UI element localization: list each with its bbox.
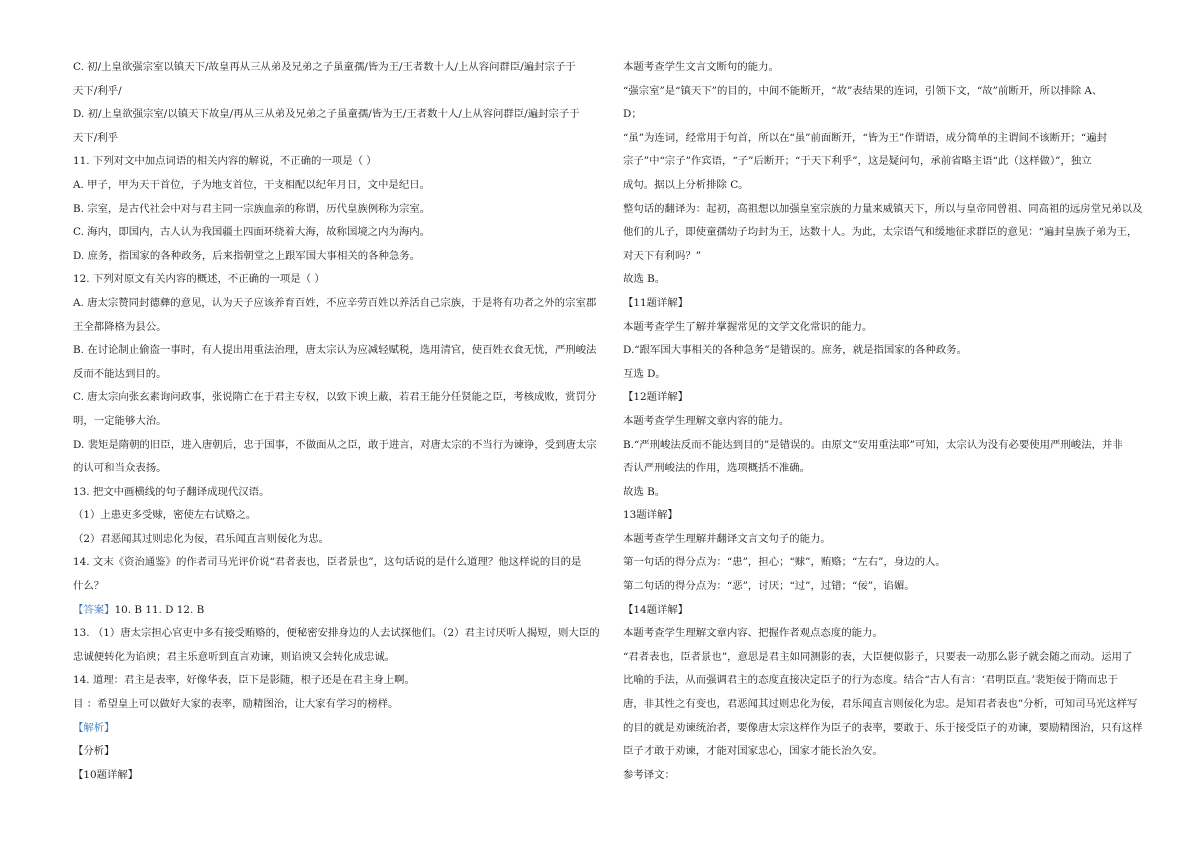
line-text: 12. 下列对原文有关内容的概述，不正确的一项是（ ） <box>73 273 325 286</box>
right-line <box>623 150 1155 174</box>
line-text: 对天下有利吗？” <box>623 249 702 262</box>
line-text: 参考译文： <box>623 768 675 781</box>
right-line <box>623 575 1155 599</box>
left-line <box>73 622 601 646</box>
right-line <box>623 764 1155 788</box>
line-text: B.“严刑峻法反而不能达到目的”是错误的。由原文“安用重法耶”可知，太宗认为没有必要使用严刑峻法，并非 <box>623 438 1123 451</box>
line-text: 本题考查学生理解并翻译文言文句子的能力。 <box>623 532 831 545</box>
line-text: D. 庶务，指国家的各种政务，后来指朝堂之上跟军国大事相关的各种急务。 <box>73 249 421 262</box>
right-line <box>623 339 1155 363</box>
line-text: 的目的就是劝谏统治者，要像唐太宗这样作为臣子的表率，要敢于、乐于接受臣子的劝谏，要励精图治，只有这样 <box>623 721 1143 734</box>
right-line <box>623 386 1155 410</box>
line-text: 目 ：希望皇上可以做好大家的表率，励精图治，让大家有学习的榜样。 <box>73 698 399 711</box>
left-line <box>73 504 601 528</box>
right-line <box>623 551 1155 575</box>
left-line <box>73 740 601 764</box>
left-line <box>73 316 601 340</box>
line-text: 11. 下列对文中加点词语的相关内容的解说，不正确的一项是（ ） <box>73 155 377 168</box>
left-line <box>73 693 601 717</box>
right-line <box>623 127 1155 151</box>
left-line <box>73 363 601 387</box>
line-text: 【14题详解】 <box>623 603 689 616</box>
line-text: D. 裴矩是隋朝的旧臣，进入唐朝后，忠于国事，不做面从之臣，敢于进言，对唐太宗的不当行为谏诤，受到唐太宗 <box>73 438 597 451</box>
left-line <box>73 434 601 458</box>
right-line <box>623 434 1155 458</box>
left-line <box>73 103 601 127</box>
left-line <box>73 150 601 174</box>
right-line <box>623 198 1155 222</box>
right-line <box>623 457 1155 481</box>
line-text: 天下/利乎/ <box>73 84 122 97</box>
line-text: 14. 文末《资治通鉴》的作者司马光评价说“君者表也，臣者景也”，这句话说的是什么道理？他这样说的目的是 <box>73 556 582 569</box>
left-line <box>73 127 601 151</box>
right-line <box>623 646 1155 670</box>
right-line <box>623 599 1155 623</box>
right-line <box>623 268 1155 292</box>
right-line <box>623 693 1155 717</box>
line-text: 宗子”中“宗子”作宾语，“子”后断开；“于天下利乎”，这是疑问句，承前省略主语“此（这样做）”，独立 <box>623 155 1092 168</box>
line-text: 故选 B。 <box>623 273 666 286</box>
line-text: 臣子才敢于劝谏，才能对国家忠心，国家才能长治久安。 <box>623 745 883 758</box>
left-line <box>73 575 601 599</box>
right-line <box>623 504 1155 528</box>
line-text: 否认严刑峻法的作用，选项概括不准确。 <box>623 462 811 475</box>
line-text: B. 在讨论制止偷盗一事时，有人提出用重法治理，唐太宗认为应减轻赋税，选用清官，使百姓衣食无忧，严刑峻法 <box>73 344 597 357</box>
left-line <box>73 386 601 410</box>
line-text: 王全都降格为县公。 <box>73 320 167 333</box>
left-line <box>73 174 601 198</box>
right-line <box>623 481 1155 505</box>
line-text: 【12题详解】 <box>623 391 689 404</box>
left-line <box>73 198 601 222</box>
line-text: 故选 B。 <box>623 485 666 498</box>
left-line <box>73 268 601 292</box>
left-line <box>73 669 601 693</box>
line-text: 本题考查学生理解文章内容的能力。 <box>623 414 790 427</box>
line-text: 忠诚便转化为谄谀；君主乐意听到直言劝谏，则谄谀又会转化成忠诚。 <box>73 650 396 663</box>
section-label: 【答案】 <box>73 603 115 616</box>
left-line <box>73 245 601 269</box>
line-text: 14. 道理：君主是表率，好像华表，臣下是影随，根子还是在君主身上啊。 <box>73 674 415 687</box>
line-text: 唐，非其性之有变也，君恶闻其过则忠化为佞，君乐闻直言则佞化为忠。是知君者表也”分析，可知司马光这样写 <box>623 698 1138 711</box>
line-text: 13. （1）唐太宗担心官吏中多有接受贿赂的，便秘密安排身边的人去试探他们。（2）君主讨厌听人揭短，则大臣的 <box>73 627 600 640</box>
right-line <box>623 316 1155 340</box>
line-text: 13. 把文中画横线的句子翻译成现代汉语。 <box>73 485 270 498</box>
line-text: 13题详解】 <box>623 509 678 522</box>
line-text: A. 唐太宗赞同封德彝的意见，认为天子应该养育百姓，不应辛劳百姓以养活自己宗族，于是将有功者之外的宗室郡 <box>73 296 597 309</box>
left-line <box>73 481 601 505</box>
right-line <box>623 56 1155 80</box>
line-text: B. 宗室，是古代社会中对与君主同一宗族血亲的称谓，历代皇族例称为宗室。 <box>73 202 431 215</box>
right-line <box>623 740 1155 764</box>
right-line <box>623 292 1155 316</box>
line-text: 本题考查学生理解文章内容、把握作者观点态度的能力。 <box>623 627 883 640</box>
line-text: （1）上患吏多受赇，密使左右试赂之。 <box>73 509 257 522</box>
line-text: “强宗室”是“镇天下”的目的，中间不能断开，“故”表结果的连词，引领下文，“故”前断开，所以排除 A、 <box>623 84 1103 97</box>
right-line <box>623 221 1155 245</box>
left-line <box>73 410 601 434</box>
left-line <box>73 646 601 670</box>
right-line <box>623 80 1155 104</box>
left-line <box>73 717 601 741</box>
line-text: D. 初/上皇欲强宗室/以镇天下故皇/再从三从弟及兄弟之子虽童孺/皆为王/王者数十人/上从容问群臣/遍封宗子于 <box>73 108 580 121</box>
line-text: 【10题详解】 <box>73 768 139 781</box>
section-label: 【解析】 <box>73 721 115 734</box>
line-text: 第一句话的得分点为：“患”，担心；“赇”，贿赂；“左右”，身边的人。 <box>623 556 946 569</box>
left-column <box>73 56 601 787</box>
line-text: 他们的儿子，即使童孺幼子均封为王，达数十人。为此，太宗语气和缓地征求群臣的意见：“遍封皇族子弟为王， <box>623 226 1138 239</box>
line-text: （2）君恶闻其过则忠化为佞，君乐闻直言则佞化为忠。 <box>73 532 329 545</box>
line-text: 比喻的手法，从而强调君主的态度直接决定臣子的行为态度。结合“古人有言：‘君明臣直。’裴矩佞于隋而忠于 <box>623 674 1119 687</box>
right-line <box>623 103 1155 127</box>
right-line <box>623 669 1155 693</box>
line-text: 【11题详解】 <box>623 296 689 309</box>
left-line <box>73 56 601 80</box>
line-text: C. 海内，即国内，古人认为我国疆土四面环绕着大海，故称国境之内为海内。 <box>73 226 431 239</box>
line-text: 本题考查学生文言文断句的能力。 <box>623 61 779 73</box>
line-text: 整句话的翻译为：起初，高祖想以加强皇室宗族的力量来威镇天下，所以与皇帝同曾祖、同高祖的远房堂兄弟以及 <box>623 202 1143 215</box>
right-line <box>623 528 1155 552</box>
line-text: A. 甲子，甲为天干首位，子为地支首位，干支相配以纪年月日，文中是纪日。 <box>73 178 430 191</box>
left-line <box>73 457 601 481</box>
line-text: 【分析】 <box>73 745 115 758</box>
line-text: 互选 D。 <box>623 367 666 380</box>
left-line <box>73 551 601 575</box>
left-line <box>73 528 601 552</box>
line-text: 第二句话的得分点为：“恶”，讨厌；“过”，过错；“佞”，谄媚。 <box>623 580 915 593</box>
right-line <box>623 410 1155 434</box>
line-text: 明，一定能够大治。 <box>73 414 167 427</box>
right-line <box>623 622 1155 646</box>
left-line <box>73 292 601 316</box>
left-line <box>73 599 601 623</box>
line-text: 天下/利乎 <box>73 131 119 144</box>
line-text: C. 初/上皇欲强宗室以镇天下/故皇再从三从弟及兄弟之子虽童孺/皆为王/王者数十人/上从容问群臣/遍封宗子于 <box>73 61 576 73</box>
right-line <box>623 717 1155 741</box>
line-text: D.“跟军国大事相关的各种急务”是错误的。庶务，就是指国家的各种政务。 <box>623 344 967 357</box>
line-text: D； <box>623 108 642 121</box>
line-text: “虽”为连词，经常用于句首，所以在“虽”前面断开，“皆为王”作谓语，成分简单的主谓间不该断开；“遍封 <box>623 131 1107 144</box>
line-text: 什么？ <box>73 580 105 593</box>
left-line <box>73 339 601 363</box>
line-text: C. 唐太宗向张玄素询问政事，张说隋亡在于君主专权，以致下谀上蔽，若君王能分任贤能之臣，考核成败，赏罚分 <box>73 391 597 404</box>
line-text: 10. B 11. D 12. B <box>114 603 205 616</box>
right-line <box>623 245 1155 269</box>
right-line <box>623 363 1155 387</box>
line-text: “君者表也，臣者景也”，意思是君主如同测影的表，大臣便似影子，只要表一动那么影子就会随之而动。运用了 <box>623 650 1133 663</box>
line-text: 成句。据以上分析排除 C。 <box>623 178 749 191</box>
left-line <box>73 764 601 788</box>
right-line <box>623 174 1155 198</box>
left-line <box>73 221 601 245</box>
line-text: 本题考查学生了解并掌握常见的文学文化常识的能力。 <box>623 320 873 333</box>
left-line <box>73 80 601 104</box>
right-column <box>623 56 1155 787</box>
line-text: 反而不能达到目的。 <box>73 367 167 380</box>
line-text: 的认可和当众表扬。 <box>73 462 167 475</box>
